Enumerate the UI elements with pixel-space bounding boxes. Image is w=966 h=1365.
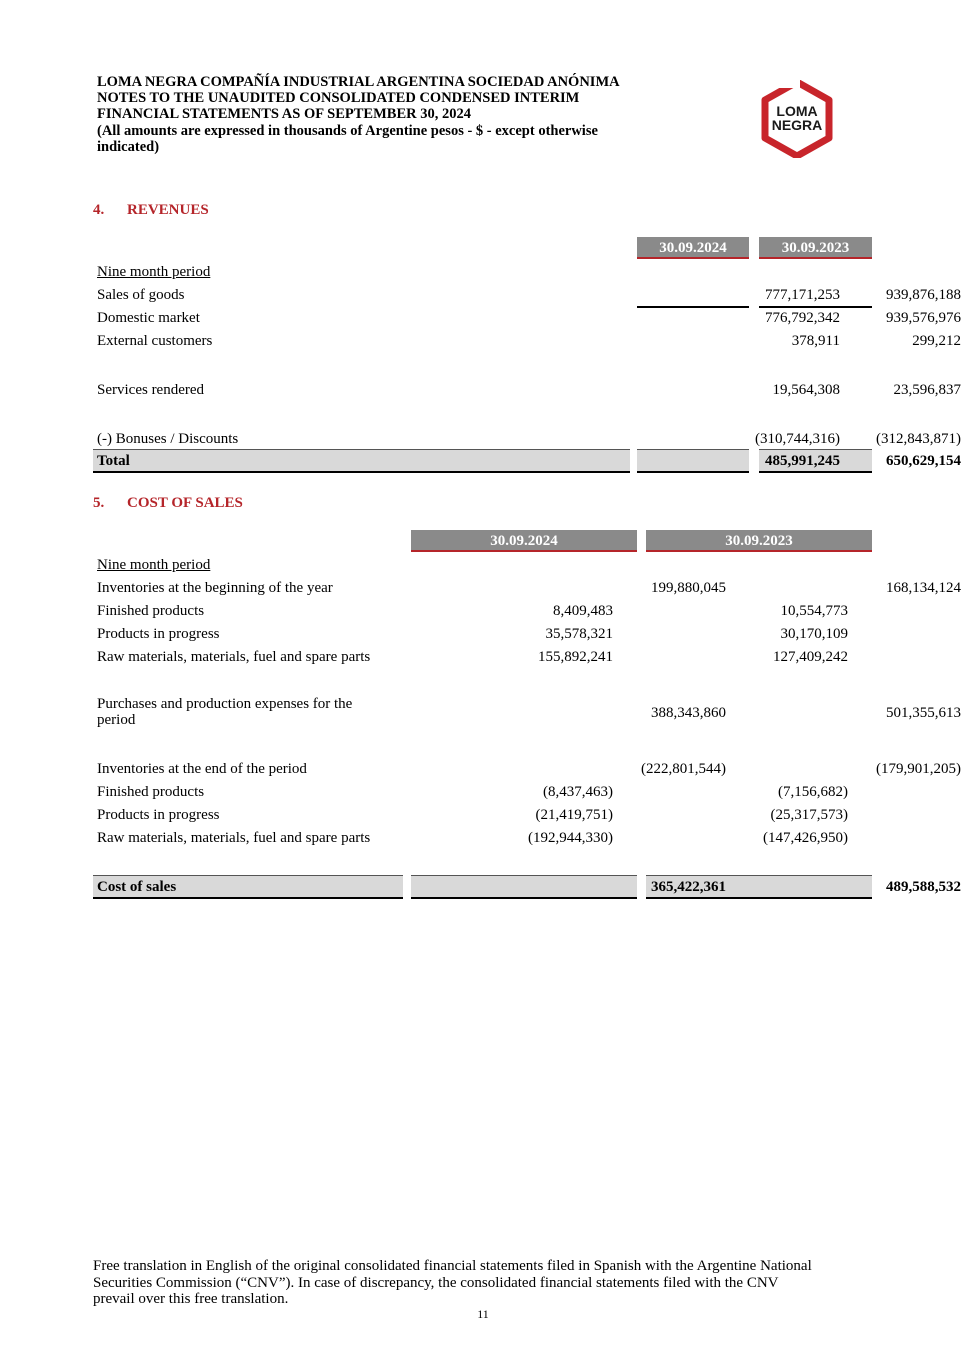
row-label: Products in progress bbox=[97, 807, 220, 823]
row-label: External customers bbox=[97, 333, 213, 349]
total-label: Total bbox=[97, 453, 130, 469]
purchases-label-line2: period bbox=[97, 712, 136, 728]
detail-2023: 30,170,109 bbox=[780, 626, 848, 642]
value-2024: 19,564,308 bbox=[772, 382, 840, 398]
value-2024: 378,911 bbox=[791, 333, 840, 349]
value-2023: 23,596,837 bbox=[893, 382, 961, 398]
revenues-title-text: REVENUES bbox=[127, 202, 209, 218]
total-2023: 501,355,613 bbox=[886, 705, 961, 721]
row-label: Services rendered bbox=[97, 382, 205, 398]
detail-2024: (21,419,751) bbox=[535, 807, 613, 823]
revenues-total-label-shade bbox=[93, 449, 630, 473]
row-label: Inventories at the beginning of the year bbox=[97, 580, 333, 596]
value-2023: 299,212 bbox=[912, 333, 961, 349]
detail-2024: 155,892,241 bbox=[538, 649, 613, 665]
revenues-col-header-2023: 30.09.2023 bbox=[759, 237, 872, 259]
detail-2023: (147,426,950) bbox=[763, 830, 848, 846]
value-2023: 939,576,976 bbox=[886, 310, 961, 326]
row-label: Finished products bbox=[97, 784, 205, 800]
document-header bbox=[97, 74, 697, 155]
detail-2023: 10,554,773 bbox=[780, 603, 848, 619]
revenues-section-number: 4. bbox=[93, 202, 105, 218]
cos-period-label: Nine month period bbox=[97, 557, 211, 573]
total-2024: 388,343,860 bbox=[651, 705, 726, 721]
value-2023: 939,876,188 bbox=[886, 287, 961, 303]
row-label: Raw materials, materials, fuel and spare parts bbox=[97, 649, 371, 665]
row-label: Finished products bbox=[97, 603, 205, 619]
total-2024: 485,991,245 bbox=[765, 453, 840, 469]
total-2024: 365,422,361 bbox=[651, 879, 726, 895]
cost-of-sales-section-title bbox=[93, 495, 243, 512]
company-name: LOMA NEGRA COMPAÑÍA INDUSTRIAL ARGENTINA SOCIEDAD ANÓNIMA bbox=[97, 74, 620, 90]
detail-2023: (7,156,682) bbox=[778, 784, 848, 800]
total-2024: (222,801,544) bbox=[641, 761, 726, 777]
row-label: Raw materials, materials, fuel and spare parts bbox=[97, 830, 371, 846]
row-label: Domestic market bbox=[97, 310, 200, 326]
total-label: Cost of sales bbox=[97, 879, 177, 895]
value-2024: 777,171,253 bbox=[765, 287, 840, 303]
loma-negra-logo bbox=[758, 80, 836, 158]
value-2024: (310,744,316) bbox=[755, 431, 840, 447]
total-2024: 199,880,045 bbox=[651, 580, 726, 596]
cos-col-header-2024: 30.09.2024 bbox=[411, 530, 637, 552]
cost-of-sales-title-text: COST OF SALES bbox=[127, 495, 243, 511]
disclaimer-line2: Securities Commission (“CNV”). In case of discrepancy, the consolidated financial statements filed with the CNV bbox=[93, 1274, 779, 1291]
detail-2023: 127,409,242 bbox=[773, 649, 848, 665]
currency-note: (All amounts are expressed in thousands of Argentine pesos - $ - except otherwise bbox=[97, 122, 598, 139]
disclaimer-line1: Free translation in English of the original consolidated financial statements filed in Spanish with the Argentine National bbox=[93, 1258, 812, 1274]
currency-note-cont: indicated) bbox=[97, 138, 160, 155]
purchases-label bbox=[97, 696, 352, 728]
detail-2024: (192,944,330) bbox=[528, 830, 613, 846]
logo-text-loma: LOMA bbox=[776, 103, 818, 119]
notes-title: NOTES TO THE UNAUDITED CONSOLIDATED CONDENSED INTERIM bbox=[97, 90, 580, 107]
cost-of-sales-section-number: 5. bbox=[93, 495, 105, 511]
row-label: Inventories at the end of the period bbox=[97, 761, 307, 777]
logo-text-negra: NEGRA bbox=[771, 117, 823, 133]
revenues-section-title bbox=[93, 202, 209, 219]
row-label: Sales of goods bbox=[97, 287, 185, 303]
total-2023: (179,901,205) bbox=[876, 761, 961, 777]
row-label: (-) Bonuses / Discounts bbox=[97, 431, 239, 447]
statements-date: FINANCIAL STATEMENTS AS OF SEPTEMBER 30, 2024 bbox=[97, 106, 471, 123]
purchases-label-line1: Purchases and production expenses for the bbox=[97, 696, 353, 712]
page-number: 11 bbox=[477, 1307, 489, 1321]
revenues-period-label: Nine month period bbox=[97, 264, 211, 280]
total-2023: 489,588,532 bbox=[886, 879, 961, 895]
detail-2024: 8,409,483 bbox=[553, 603, 613, 619]
translation-disclaimer bbox=[93, 1258, 883, 1308]
cos-col-header-2023: 30.09.2023 bbox=[646, 530, 872, 552]
row-label: Products in progress bbox=[97, 626, 220, 642]
detail-2024: (8,437,463) bbox=[543, 784, 613, 800]
detail-2023: (25,317,573) bbox=[770, 807, 848, 823]
detail-2024: 35,578,321 bbox=[545, 626, 613, 642]
total-2023: 650,629,154 bbox=[886, 453, 961, 469]
value-2024: 776,792,342 bbox=[765, 310, 840, 326]
disclaimer-line3: prevail over this free translation. bbox=[93, 1291, 289, 1307]
value-2023: (312,843,871) bbox=[876, 431, 961, 447]
total-2023: 168,134,124 bbox=[886, 580, 961, 596]
revenues-col-header-2024: 30.09.2024 bbox=[637, 237, 749, 259]
